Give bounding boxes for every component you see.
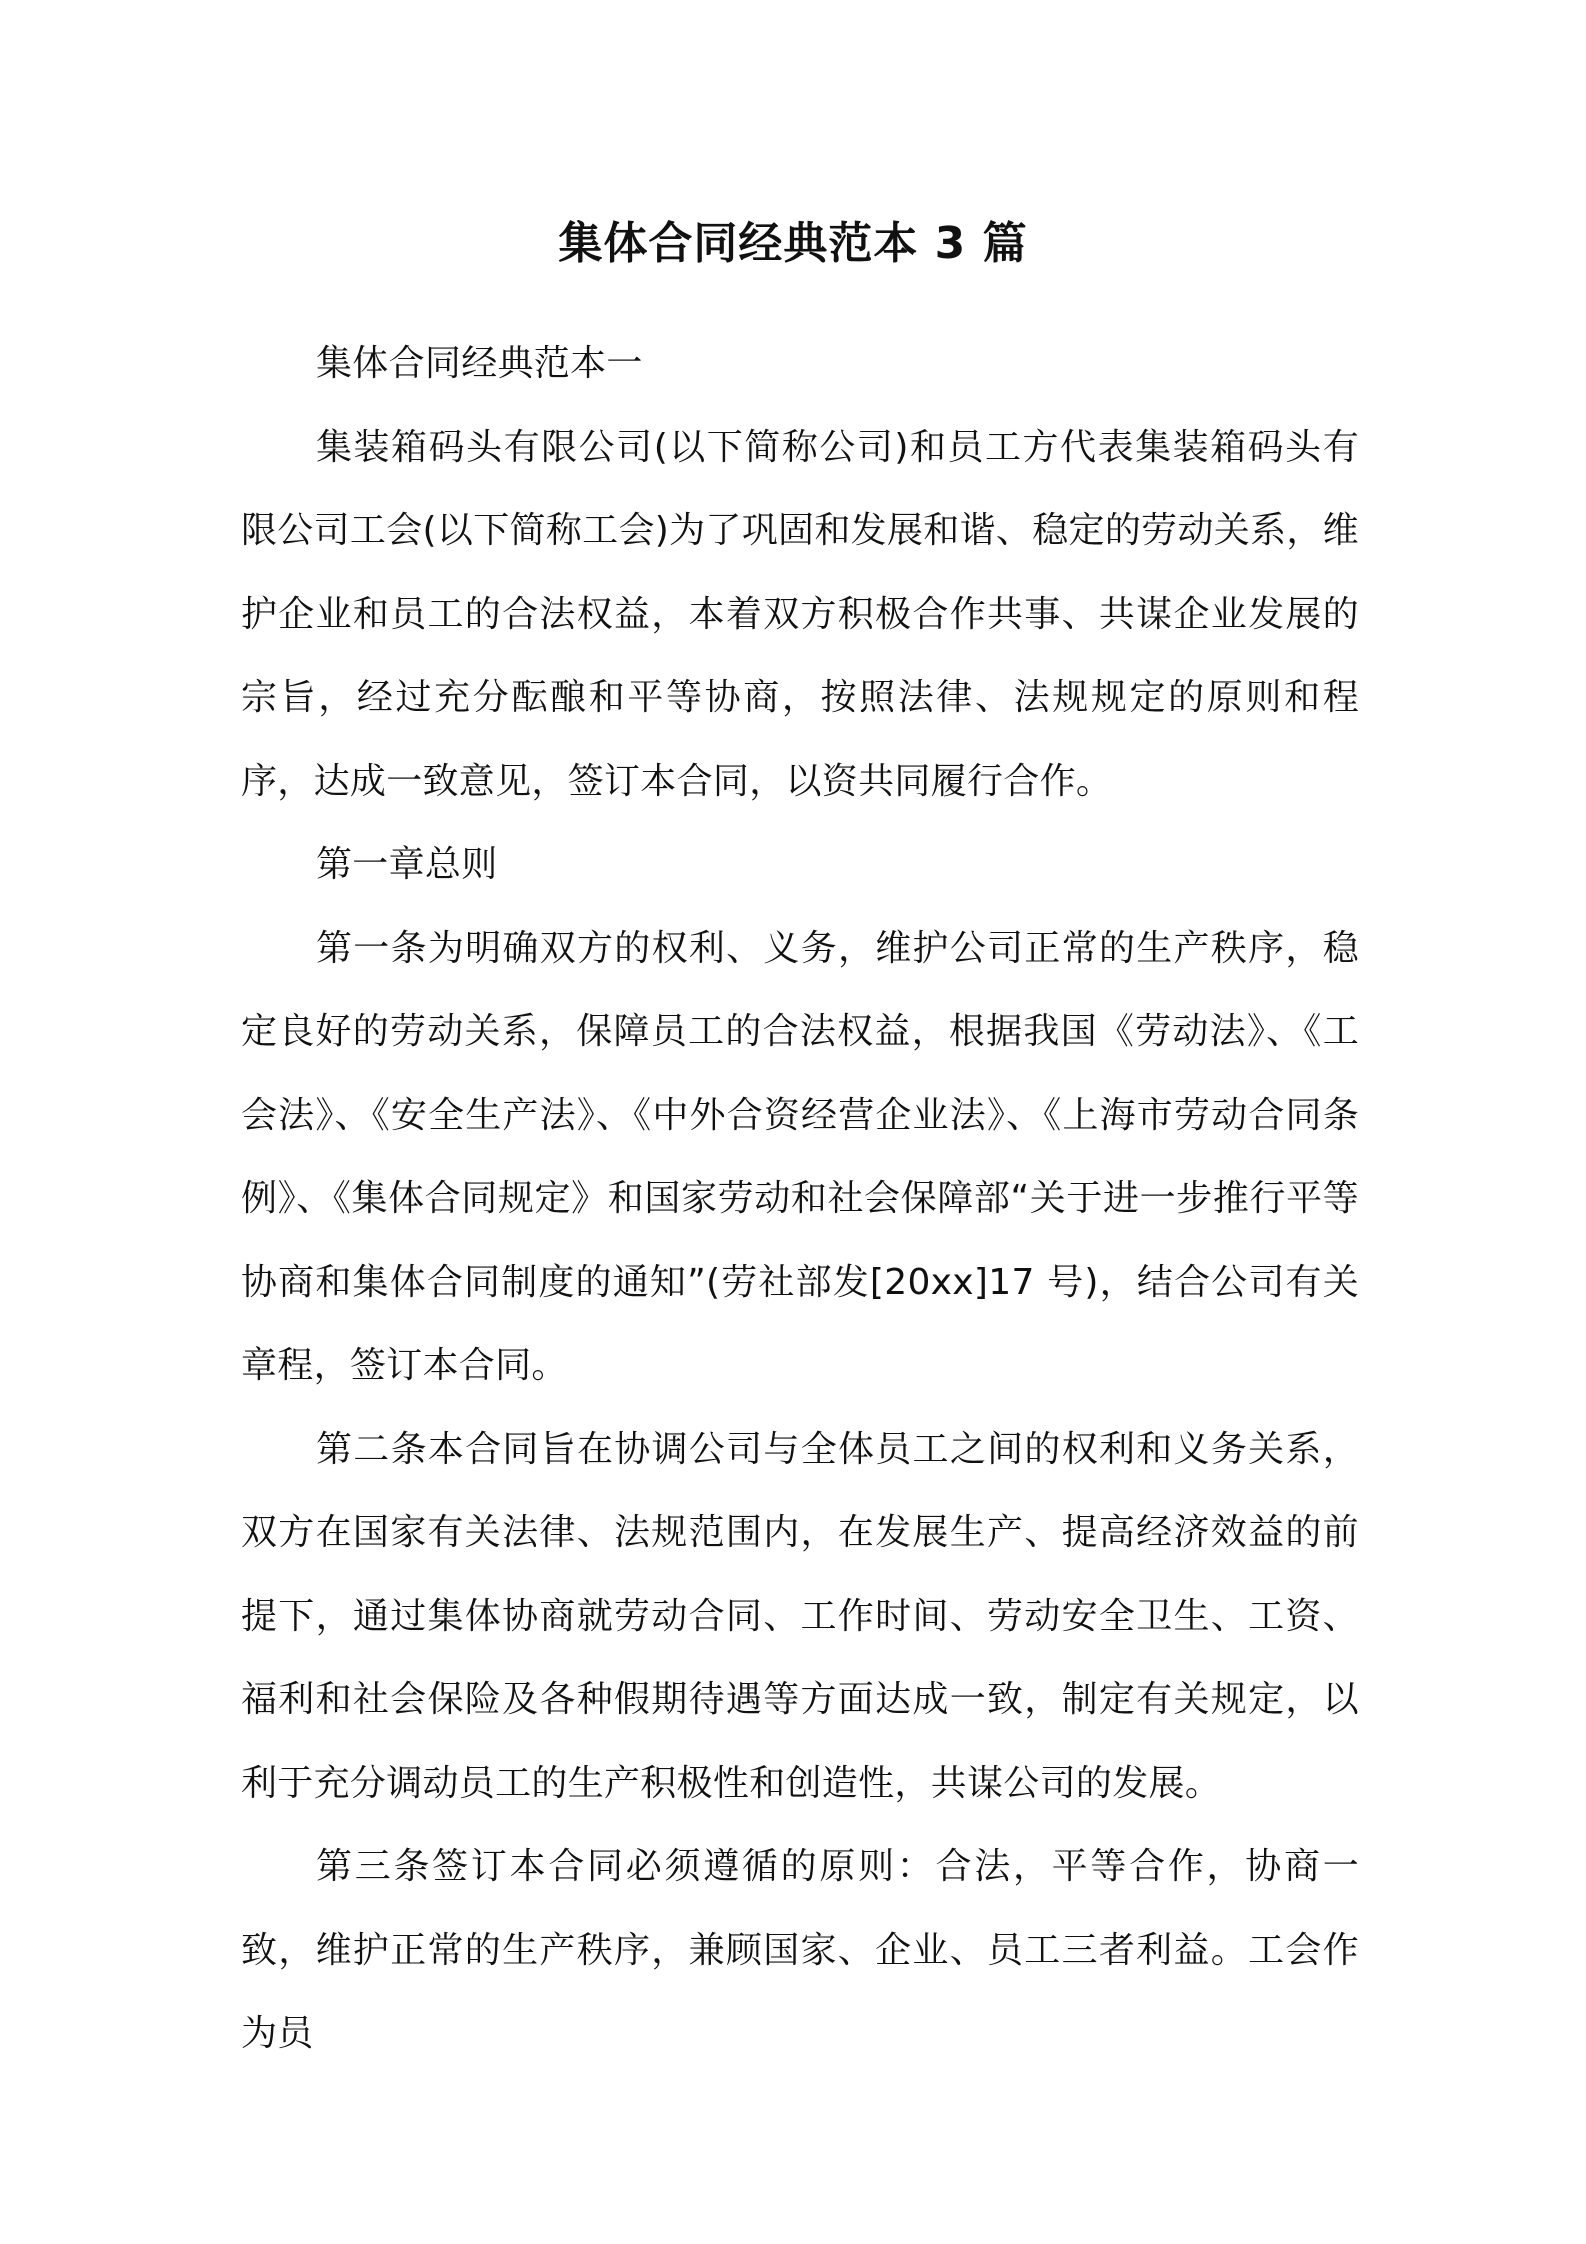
document-title: 集体合同经典范本 3 篇 — [558, 218, 1028, 269]
chapter-heading: 第一章总则 — [316, 844, 498, 885]
article-1-paragraph: 第一条为明确双方的权利、义务，维护公司正常的生产秩序，稳定良好的劳动关系，保障员工的合法权益，根据我国《劳动法》、《工会法》、《安全生产法》、《中外合资经营企业法》、《上海市劳动合同条例》、《集体合同规定》和国家劳动和社会保障部“关于进一步推行平等协商和集体合同制度的通知”(劳社部发[20xx]17 号)，结合公司有关章程，签订本合同。 — [241, 927, 1359, 1386]
article-2-paragraph: 第二条本合同旨在协调公司与全体员工之间的权利和义务关系，双方在国家有关法律、法规范围内，在发展生产、提高经济效益的前提下，通过集体协商就劳动合同、工作时间、劳动安全卫生、工资、福利和社会保险及各种假期待遇等方面达成一致，制定有关规定，以利于充分调动员工的生产积极性和创造性，共谋公司的发展。 — [241, 1428, 1359, 1804]
section-subtitle: 集体合同经典范本一 — [316, 343, 643, 384]
article-3-paragraph: 第三条签订本合同必须遵循的原则：合法，平等合作，协商一致，维护正常的生产秩序，兼顾国家、企业、员工三者利益。工会作为员 — [241, 1846, 1359, 2054]
intro-paragraph: 集装箱码头有限公司(以下简称公司)和员工方代表集装箱码头有限公司工会(以下简称工会)为了巩固和发展和谐、稳定的劳动关系，维护企业和员工的合法权益，本着双方积极合作共事、共谋企业发展的宗旨，经过充分酝酿和平等协商，按照法律、法规规定的原则和程序，达成一致意见，签订本合同，以资共同履行合作。 — [241, 426, 1359, 802]
document-body — [241, 322, 1359, 2076]
